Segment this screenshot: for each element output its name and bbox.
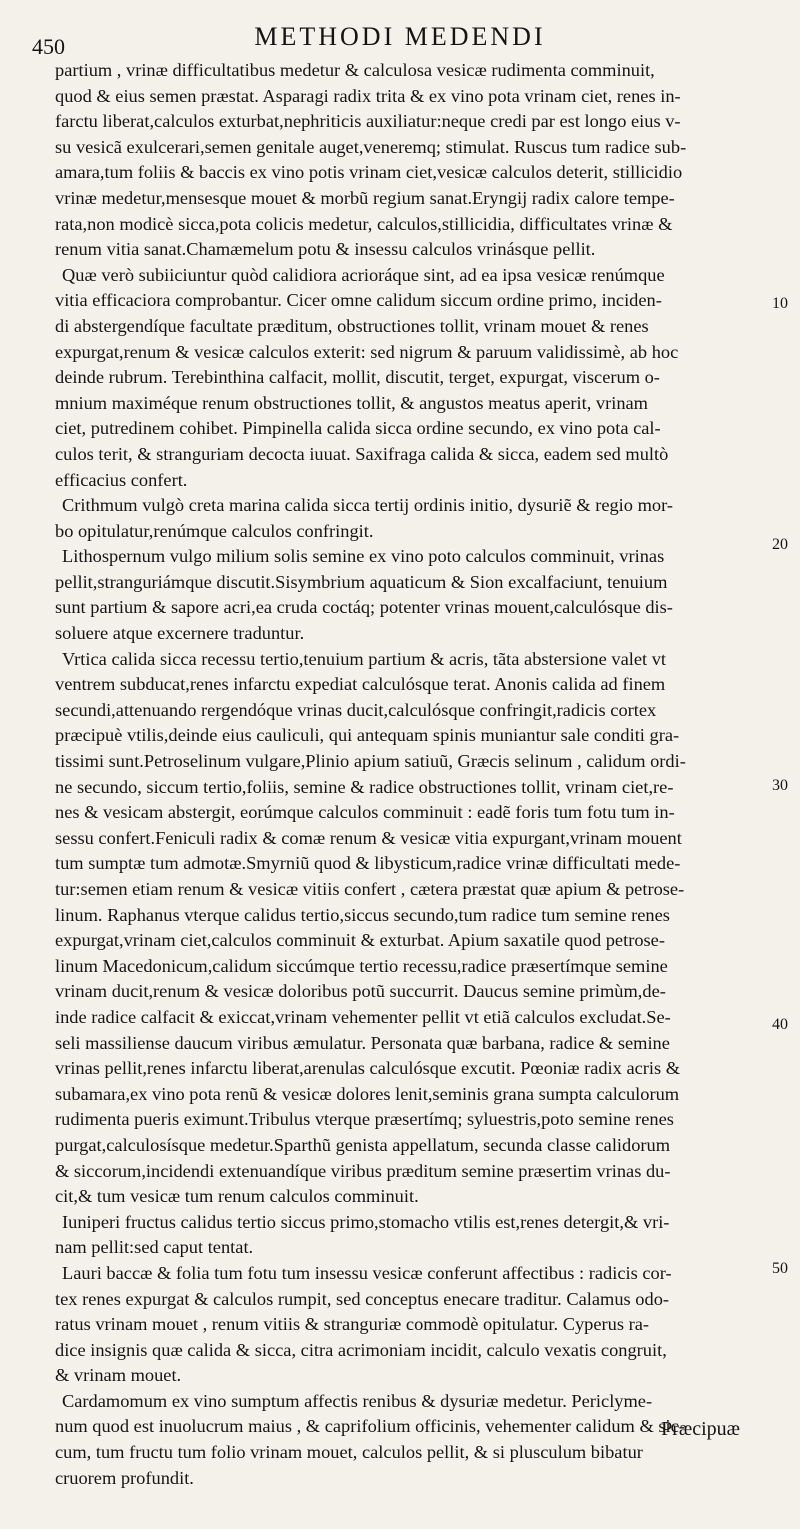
text-line: & siccorum,incidendi extenuandíque viribus præditum semine præsertim vrinas du- (55, 1160, 671, 1181)
text-line: Quæ verò subiiciuntur quòd calidiora acrioráque sint, ad ea ipsa vesicæ renúmque (62, 264, 665, 285)
text-line: Cardamomum ex vino sumptum affectis renibus & dysuriæ medetur. Periclyme- (62, 1390, 653, 1411)
text-line: sunt partium & sapore acri,ea cruda coctáq; potenter vrinas mouent,calculósque dis- (55, 597, 673, 618)
text-line: culos terit, & stranguriam decocta iuuat. Saxifraga calida & sicca, eadem sed multò (55, 443, 669, 464)
text-line: ratus vrinam mouet , renum vitiis & stranguriæ commodè opitulatur. Cyperus ra- (55, 1314, 650, 1335)
text-line: Crithmum vulgò creta marina calida sicca tertij ordinis initio, dysuriẽ & regio mor- (62, 495, 673, 516)
text-line: cruorem profundit. (55, 1467, 194, 1488)
text-line: partium , vrinæ difficultatibus medetur & calculosa vesicæ rudimenta comminuit, (55, 60, 655, 80)
text-line: farctu liberat,calculos exturbat,nephriticis auxiliatur:neque credi par est longo eius v- (55, 111, 681, 132)
text-line: mnium maximéque renum obstructiones tollit, & angustos meatus aperit, vrinam (55, 392, 648, 413)
text-line: secundi,attenuando rergendóque vrinas ducit,calculósque confringit,radicis cortex (55, 699, 657, 720)
text-line: di abstergendíque facultate præditum, obstructiones tollit, vrinam mouet & renes (55, 315, 649, 336)
text-line: tur:semen etiam renum & vesicæ vitiis confert , cætera præstat quæ apium & petrose- (55, 879, 685, 899)
text-line: rudimenta pueris eximunt.Tribulus vterque præsertímq; syluestris,poto semine renes (55, 1109, 674, 1130)
text-line: ne secundo, siccum tertio,foliis, semine & radice obstructiones tollit, vrinam ciet,re- (55, 776, 674, 797)
text-line: Lithospernum vulgo milium solis semine ex vino poto calculos comminuit, vrinas (62, 546, 665, 567)
text-line: tex renes expurgat & calculos rumpit, sed conceptus enecare traditur. Calamus odo- (55, 1288, 670, 1309)
catchword: Præcipuæ (661, 1418, 740, 1440)
text-line: nes & vesicam abstergit, eorúmque calculos comminuit : eadẽ foris tum fotu tum in- (55, 802, 675, 823)
text-line: rata,non modicè sicca,pota colicis medetur, calculos,stillicidia, difficultates vrinæ & (55, 213, 673, 234)
text-line: cum, tum fructu tum folio vrinam mouet, calculos pellit, & si plusculum bibatur (55, 1442, 643, 1463)
text-line: purgat,calculosísque medetur.Sparthũ genista appellatum, secunda classe calidorum (55, 1134, 671, 1155)
text-line: tissimi sunt.Petroselinum vulgare,Plinio apium satiuũ, Græcis selinum , calidum ordi- (55, 751, 686, 772)
text-line: Lauri baccæ & folia tum fotu tum insessu vesicæ conferunt affectibus : radicis cor- (62, 1262, 672, 1283)
text-line: num quod est inuolucrum maius , & caprifolium officinis, vehementer calidum & sic- (55, 1416, 685, 1437)
text-line: Vrtica calida sicca recessu tertio,tenuium partium & acris, tãta abstersione valet vt (62, 648, 667, 669)
text-line: & vrinam mouet. (55, 1365, 182, 1386)
text-line: seli massiliense daucum viribus æmulatur. Personata quæ barbana, radice & semine (55, 1032, 670, 1053)
text-line: soluere atque excernere traduntur. (55, 623, 305, 644)
text-line: cit,& tum vesicæ tum renum calculos comminuit. (55, 1186, 419, 1207)
text-line: linum. Raphanus vterque calidus tertio,siccus secundo,tum radice tum semine renes (55, 904, 670, 925)
margin-line-number: 50 (772, 1260, 788, 1277)
body-text (55, 58, 759, 1491)
text-line: ventrem subducat,renes infarctu expediat calculósque terat. Anonis calida ad finem (55, 674, 666, 695)
text-line: nam pellit:sed caput tentat. (55, 1237, 254, 1258)
text-line: vitia efficaciora comprobantur. Cicer omne calidum siccum ordine primo, inciden- (55, 290, 662, 311)
text-line: quod & eius semen præstat. Asparagi radix trita & ex vino pota vrinam ciet, renes in- (55, 85, 681, 106)
running-head: METHODI MEDENDI (254, 22, 546, 51)
margin-line-number: 40 (772, 1016, 788, 1033)
text-line: efficacius confert. (55, 469, 188, 490)
margin-line-number: 20 (772, 536, 788, 553)
text-line: deinde rubrum. Terebinthina calfacit, mollit, discutit, terget, expurgat, viscerum o- (55, 367, 660, 388)
text-line: vrinas pellit,renes infarctu liberat,arenulas calculósque excutit. Pœoniæ radix acris & (55, 1058, 681, 1079)
margin-line-number: 30 (772, 777, 788, 794)
margin-line-number: 10 (772, 295, 788, 312)
text-line: pellit,stranguriámque discutit.Sisymbrium aquaticum & Sion excalfaciunt, tenuium (55, 571, 668, 592)
text-line: vrinam ducit,renum & vesicæ doloribus potũ succurrit. Daucus semine primùm,de- (55, 981, 666, 1002)
text-line: su vesicã exulcerari,semen genitale auget,veneremq; stimulat. Ruscus tum radice sub- (55, 136, 687, 157)
text-line: inde radice calfacit & exiccat,vrinam vehementer pellit vt etiã calculos excludat.Se- (55, 1006, 671, 1027)
text-line: dice insignis quæ calida & sicca, citra acrimoniam incidit, calculo vexatis congruit, (55, 1339, 667, 1360)
text-line: præcipuè vtilis,deinde eius cauliculi, qui antequam spinis muniantur sale conditi gra- (55, 725, 680, 746)
text-line: bo opitulatur,renúmque calculos confringit. (55, 520, 374, 541)
text-line: tum sumptæ tum admotæ.Smyrniũ quod & libysticum,radice vrinæ difficultati mede- (55, 853, 681, 874)
text-line: ciet, putredinem cohibet. Pimpinella calida sicca ordine secundo, ex vino pota cal- (55, 418, 661, 439)
text-line: vrinæ medetur,mensesque mouet & morbũ regium sanat.Eryngij radix calore tempe- (55, 187, 675, 208)
text-line: sessu confert.Feniculi radix & comæ renum & vesicæ vitia expurgant,vrinam mouent (55, 827, 682, 848)
text-line: Iuniperi fructus calidus tertio siccus primo,stomacho vtilis est,renes detergit,& vri- (62, 1211, 670, 1232)
text-line: linum Macedonicum,calidum siccúmque tertio recessu,radice præsertímque semine (55, 955, 668, 976)
page-number: 450 (32, 34, 65, 59)
text-line: renum vitia sanat.Chamæmelum potu & insessu calculos vrinásque pellit. (55, 239, 596, 260)
text-line: subamara,ex vino pota renũ & vesicæ dolores lenit,seminis grana sumpta calculorum (55, 1083, 680, 1104)
text-line: expurgat,vrinam ciet,calculos comminuit & exturbat. Apium saxatile quod petrose- (55, 930, 665, 951)
text-line: amara,tum foliis & baccis ex vino potis vrinam ciet,vesicæ calculos deterit, stillicidio (55, 162, 683, 183)
text-line: expurgat,renum & vesicæ calculos exterit: sed nigrum & paruum validissimè, ab hoc (55, 341, 679, 362)
